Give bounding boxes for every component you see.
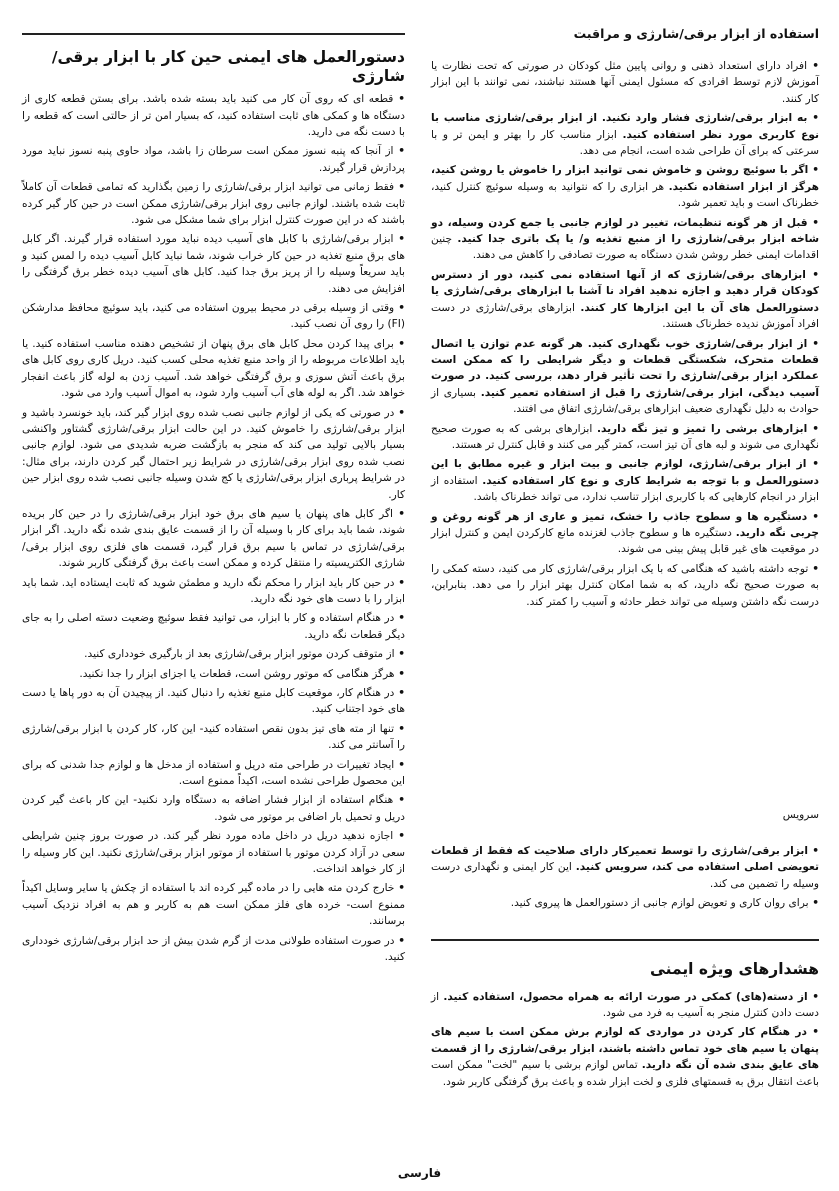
list-item: • ابزار برقی/شارژی را توسط تعمیرکار دارای صلاحیت که فقط از قطعات تعویضی اصلی استفاده می کند، سرویس کنید. این کار ایمنی و نگهداری درست وسیله را تضمین می کند. — [431, 843, 819, 892]
list-item: • فقط زمانی می توانید ابزار برقی/شارژی را زمین بگذارید که تمامی قطعات آن کاملاً ثابت شده باشند. لوازم جانبی روی ابزار برقی/شارژی ممکن است در حین کار گیر کرده باشند که در این صورت کنترل ابزار برای شما مشکل می شود. — [22, 179, 405, 228]
list-item: • از ابزار برقی/شارژی، لوازم جانبی و بیت ابزار و غیره مطابق با این دستورالعمل و با توجه به شرایط کاری و نوع کار استفاده کنید. استفاده از ابزار در انجام کارهایی که با کاربری ابزار تناسب ندارد، می تواند خطرناک باشد. — [431, 456, 819, 505]
list-item: • در صورت استفاده طولانی مدت از گرم شدن بیش از حد ابزار برقی/شارژی خودداری کنید. — [22, 933, 405, 966]
list-item: • ابزارهای برقی/شارژی که از آنها استفاده نمی کنید، دور از دسترس کودکان قرار دهید و اجازه ندهید افراد نا آشنا با ابزارهای برقی/شارژی یا دستورالعمل های آن با این ابزارها کار کنند. ابزارهای برقی/شارژی در دست افراد آموزش ندیده خطرناک هستند. — [431, 267, 819, 333]
list-item: • در حین کار باید ابزار را محکم نگه دارید و مطمئن شوید که ثابت ایستاده اید. شما باید ابزار را با دست های خود نگه دارید. — [22, 575, 405, 608]
list-item: • برای پیدا کردن محل کابل های برق پنهان از تشخیص دهنده مناسب استفاده کنید. یا باید اطلاعات مربوطه را از واحد منبع تغذیه محلی کسب کنید. دریل کاری روی کابل های برق باعث آتش سوزی و برق گرفتگی خواهد شد. آسیب زدن به لوله گاز باعث انفجار خواهد شد. اگر به لوله های آب آسیب وارد شود، به اموال آسیب وارد می شود. — [22, 336, 405, 402]
left-column — [22, 32, 405, 969]
list-item: • در هنگام کار کردن در مواردی که لوازم برش ممکن است با سیم های پنهان یا سیم های خود تماس داشته باشند، ابزار برقی/شارژی را از قسمت های عایق بندی شده آن نگه دارید. تماس لوازم برشی با سیم "لخت" ممکن است باعث انتقال برق به قسمتهای فلزی و لخت ابزار شده و باعث برق گرفتگی کاربر شود. — [431, 1024, 819, 1090]
left-column-heading: دستورالعمل های ایمنی حین کار با ابزار برقی/شارژی — [51, 48, 405, 85]
list-item: • اگر کابل های پنهان یا سیم های برق خود ابزار برقی/شارژی را در حین کار بریده شوند، شما باید برای کار با وسیله آن را از قسمت عایق بندی شده نگه دارید. اگر ابزار برقی/شارژی در تماس با سیم برق قرار گیرد، قسمت های فلزی روی ابزار برقی/شارژی الکتریسیته را منتقل کرده و ممکن است باعث برق گرفتگی کاربر شوند. — [22, 506, 405, 572]
list-item: • وقتی از وسیله برقی در محیط بیرون استفاده می کنید، باید سوئیچ محافظ مدارشکن (FI) را روی آن نصب کنید. — [22, 300, 405, 333]
list-item: • قطعه ای که روی آن کار می کنید باید بسته شده باشد. برای بستن قطعه کاری از دستگاه ها و کمکی های ثابت استفاده کنید، که بسیار امن تر از حالتی است که قطعه را با دست نگه می دارید. — [22, 91, 405, 140]
list-item: • تنها از مته های تیز بدون نقص استفاده کنید- این کار، کار کردن با ابزار برقی/شارژی را آسانتر می کند. — [22, 721, 405, 754]
list-item: • برای روان کاری و تعویض لوازم جانبی از دستورالعمل ها پیروی کنید. — [431, 895, 819, 911]
page-header: استفاده از ابزار برقی/شارژی و مراقبت — [573, 26, 819, 41]
list-item: • ابزار برقی/شارژی با کابل های آسیب دیده نباید مورد استفاده قرار گیرند. اگر کابل های برق منبع تغذیه در حین کار خراب شوند، شما نباید کابل آسیب دیده را لمس کنید و باید سریعاً وسیله را از پریز برق جدا کنید. کابل های آسیب دیده خطر برق گرفتگی را افزایش می دهند. — [22, 231, 405, 297]
list-item: • خارج کردن مته هایی را در ماده گیر کرده اند با استفاده از چکش یا سایر وسایل اکیداً ممنوع است- خرده های فلز ممکن است هم به کاربر و هم به افراد نزدیک آسیب برسانند. — [22, 880, 405, 929]
list-item: • از ابزار برقی/شارژی خوب نگهداری کنید. هر گونه عدم توازن یا اتصال قطعات متحرک، شکستگی قطعات و دیگر شرایطی را که ممکن است عملکرد ابزار برقی/شارژی را تحت تأثیر قرار دهد، بررسی کنید. در صورت آسیب دیدگی، ابزار برقی/شارژی را قبل از استفاده تعمیر کنید. بسیاری از حوادث به دلیل نگهداری ضعیف ابزارهای برقی/شارژی اتفاق می افتند. — [431, 336, 819, 418]
list-item: • از آنجا که پنبه نسوز ممکن است سرطان زا باشد، مواد حاوی پنبه نسوز نباید مورد پردازش قرار گیرند. — [22, 143, 405, 176]
list-item: • هنگام استفاده از ابزار فشار اضافه به دستگاه وارد نکنید- این کار باعث گیر کردن دریل و تحمیل بار اضافی بر موتور می شود. — [22, 792, 405, 825]
list-item: • اگر با سوئیچ روشن و خاموش نمی توانید ابزار را خاموش یا روشن کنید، هرگز از ابزار استفاده نکنید. هر ابزاری را که نتوانید به وسیله سوئیچ کنترل کنید، خطرناک است و باید تعمیر شود. — [431, 162, 819, 211]
list-item: • از متوقف کردن موتور ابزار برقی/شارژی بعد از بارگیری خودداری کنید. — [22, 646, 405, 662]
right-column — [431, 58, 819, 613]
list-item: • در هنگام کار، موقعیت کابل منبع تغذیه را دنبال کنید. از پیچیدن آن به دور پاها یا دست های خود اجتناب کنید. — [22, 685, 405, 718]
list-item: • در صورتی که یکی از لوازم جانبی نصب شده روی ابزار گیر کند، باید خونسرد باشید و ابزار برقی/شارژی را خاموش کنید. در این حالت ابزار برقی/شارژی گشتاور واکنشی بسیار بالایی تولید می کند که منجر به بازگشت ضربه شدیدی می شود. لوازم جانبی نصب شده روی ابزار برقی/شارژی در شرایط زیر احتمال گیر کردن دارند، برای مثال: در شرایط پرباری ابزار برقی/شارژی یا کج شدن وسیله جانبی نصب شده روی ابزار حین کار. — [22, 405, 405, 503]
list-item: • توجه داشته باشید که هنگامی که با یک ابزار برقی/شارژی کار می کنید، دسته کمکی را به صورت صحیح نگه دارید، که به شما امکان کنترل بهتر ابزار را می دهد. بنابراین، درست نگه داشتن وسیله می تواند خطر حادثه و آسیب را کمتر کند. — [431, 561, 819, 610]
special-warnings-heading: هشدارهای ویژه ایمنی — [649, 960, 819, 978]
list-item: • ابزارهای برشی را تمیز و تیز نگه دارید. ابزارهای برشی که به صورت صحیح نگهداری می شوند و لبه های آن تیز است، کمتر گیر می کنند و قابل کنترل تر هستند. — [431, 421, 819, 454]
section-divider-rule — [431, 939, 819, 941]
list-item: • افراد دارای استعداد ذهنی و روانی پایین مثل کودکان در صورتی که تحت نظارت یا آموزش لازم توسط افرادی که مسئول ایمنی آنها هستند نباشند، نمی توانند با این ابزار کار کنند. — [431, 58, 819, 107]
list-item: • هرگز هنگامی که موتور روشن است، قطعات یا اجزای ابزار را جدا نکنید. — [22, 666, 405, 682]
service-section — [431, 808, 819, 914]
list-item: • اجازه ندهید دریل در داخل ماده مورد نظر گیر کند. در صورت بروز چنین شرایطی سعی در آزاد کردن موتور با استفاده از موتور ابزار برقی/شارژی نکنید. این کار وسیله را از کار خواهد انداخت. — [22, 828, 405, 877]
page-footer-language: فارسی — [397, 1166, 442, 1180]
list-item: • قبل از هر گونه تنظیمات، تغییر در لوازم جانبی یا جمع کردن وسیله، دو شاخه ابزار برقی/شارژی را از منبع تغذیه و/ یا پک باتری جدا کنید. چنین اقدامات ایمنی خطر روشن شدن دستگاه به صورت تصادفی را کاهش می دهند. — [431, 215, 819, 264]
list-item: • به ابزار برقی/شارژی فشار وارد نکنید. از ابزار برقی/شارژی مناسب با نوع کاربری مورد نظر استفاده کنید. ابزار مناسب کار را بهتر و ایمن تر و با سرعتی که برای آن طراحی شده است، انجام می دهد. — [431, 110, 819, 159]
special-warnings-section — [431, 960, 819, 1093]
service-heading: سرویس — [782, 809, 819, 821]
list-item: • در هنگام استفاده و کار با ابزار، می توانید فقط سوئیچ وضعیت دسته اصلی را به جای دیگر قطعات نگه دارید. — [22, 610, 405, 643]
list-item: • دستگیره ها و سطوح جاذب را خشک، تمیز و عاری از هر گونه روغن و چربی نگه دارید. دستگیره ها و سطوح جاذب لغزنده مانع کارکردن ایمن و کنترل ابزار در موقعیت های غیر قابل پیش بینی می شوند. — [431, 509, 819, 558]
list-item: • ایجاد تغییرات در طراحی مته دریل و استفاده از مدخل ها و لوازم جدا شدنی که برای این محصول طراحی نشده است، اکیداً ممنوع است. — [22, 757, 405, 790]
list-item: • از دسته(های) کمکی در صورت ارائه به همراه محصول، استفاده کنید. از دست دادن کنترل منجر به آسیب به فرد می شود. — [431, 989, 819, 1022]
